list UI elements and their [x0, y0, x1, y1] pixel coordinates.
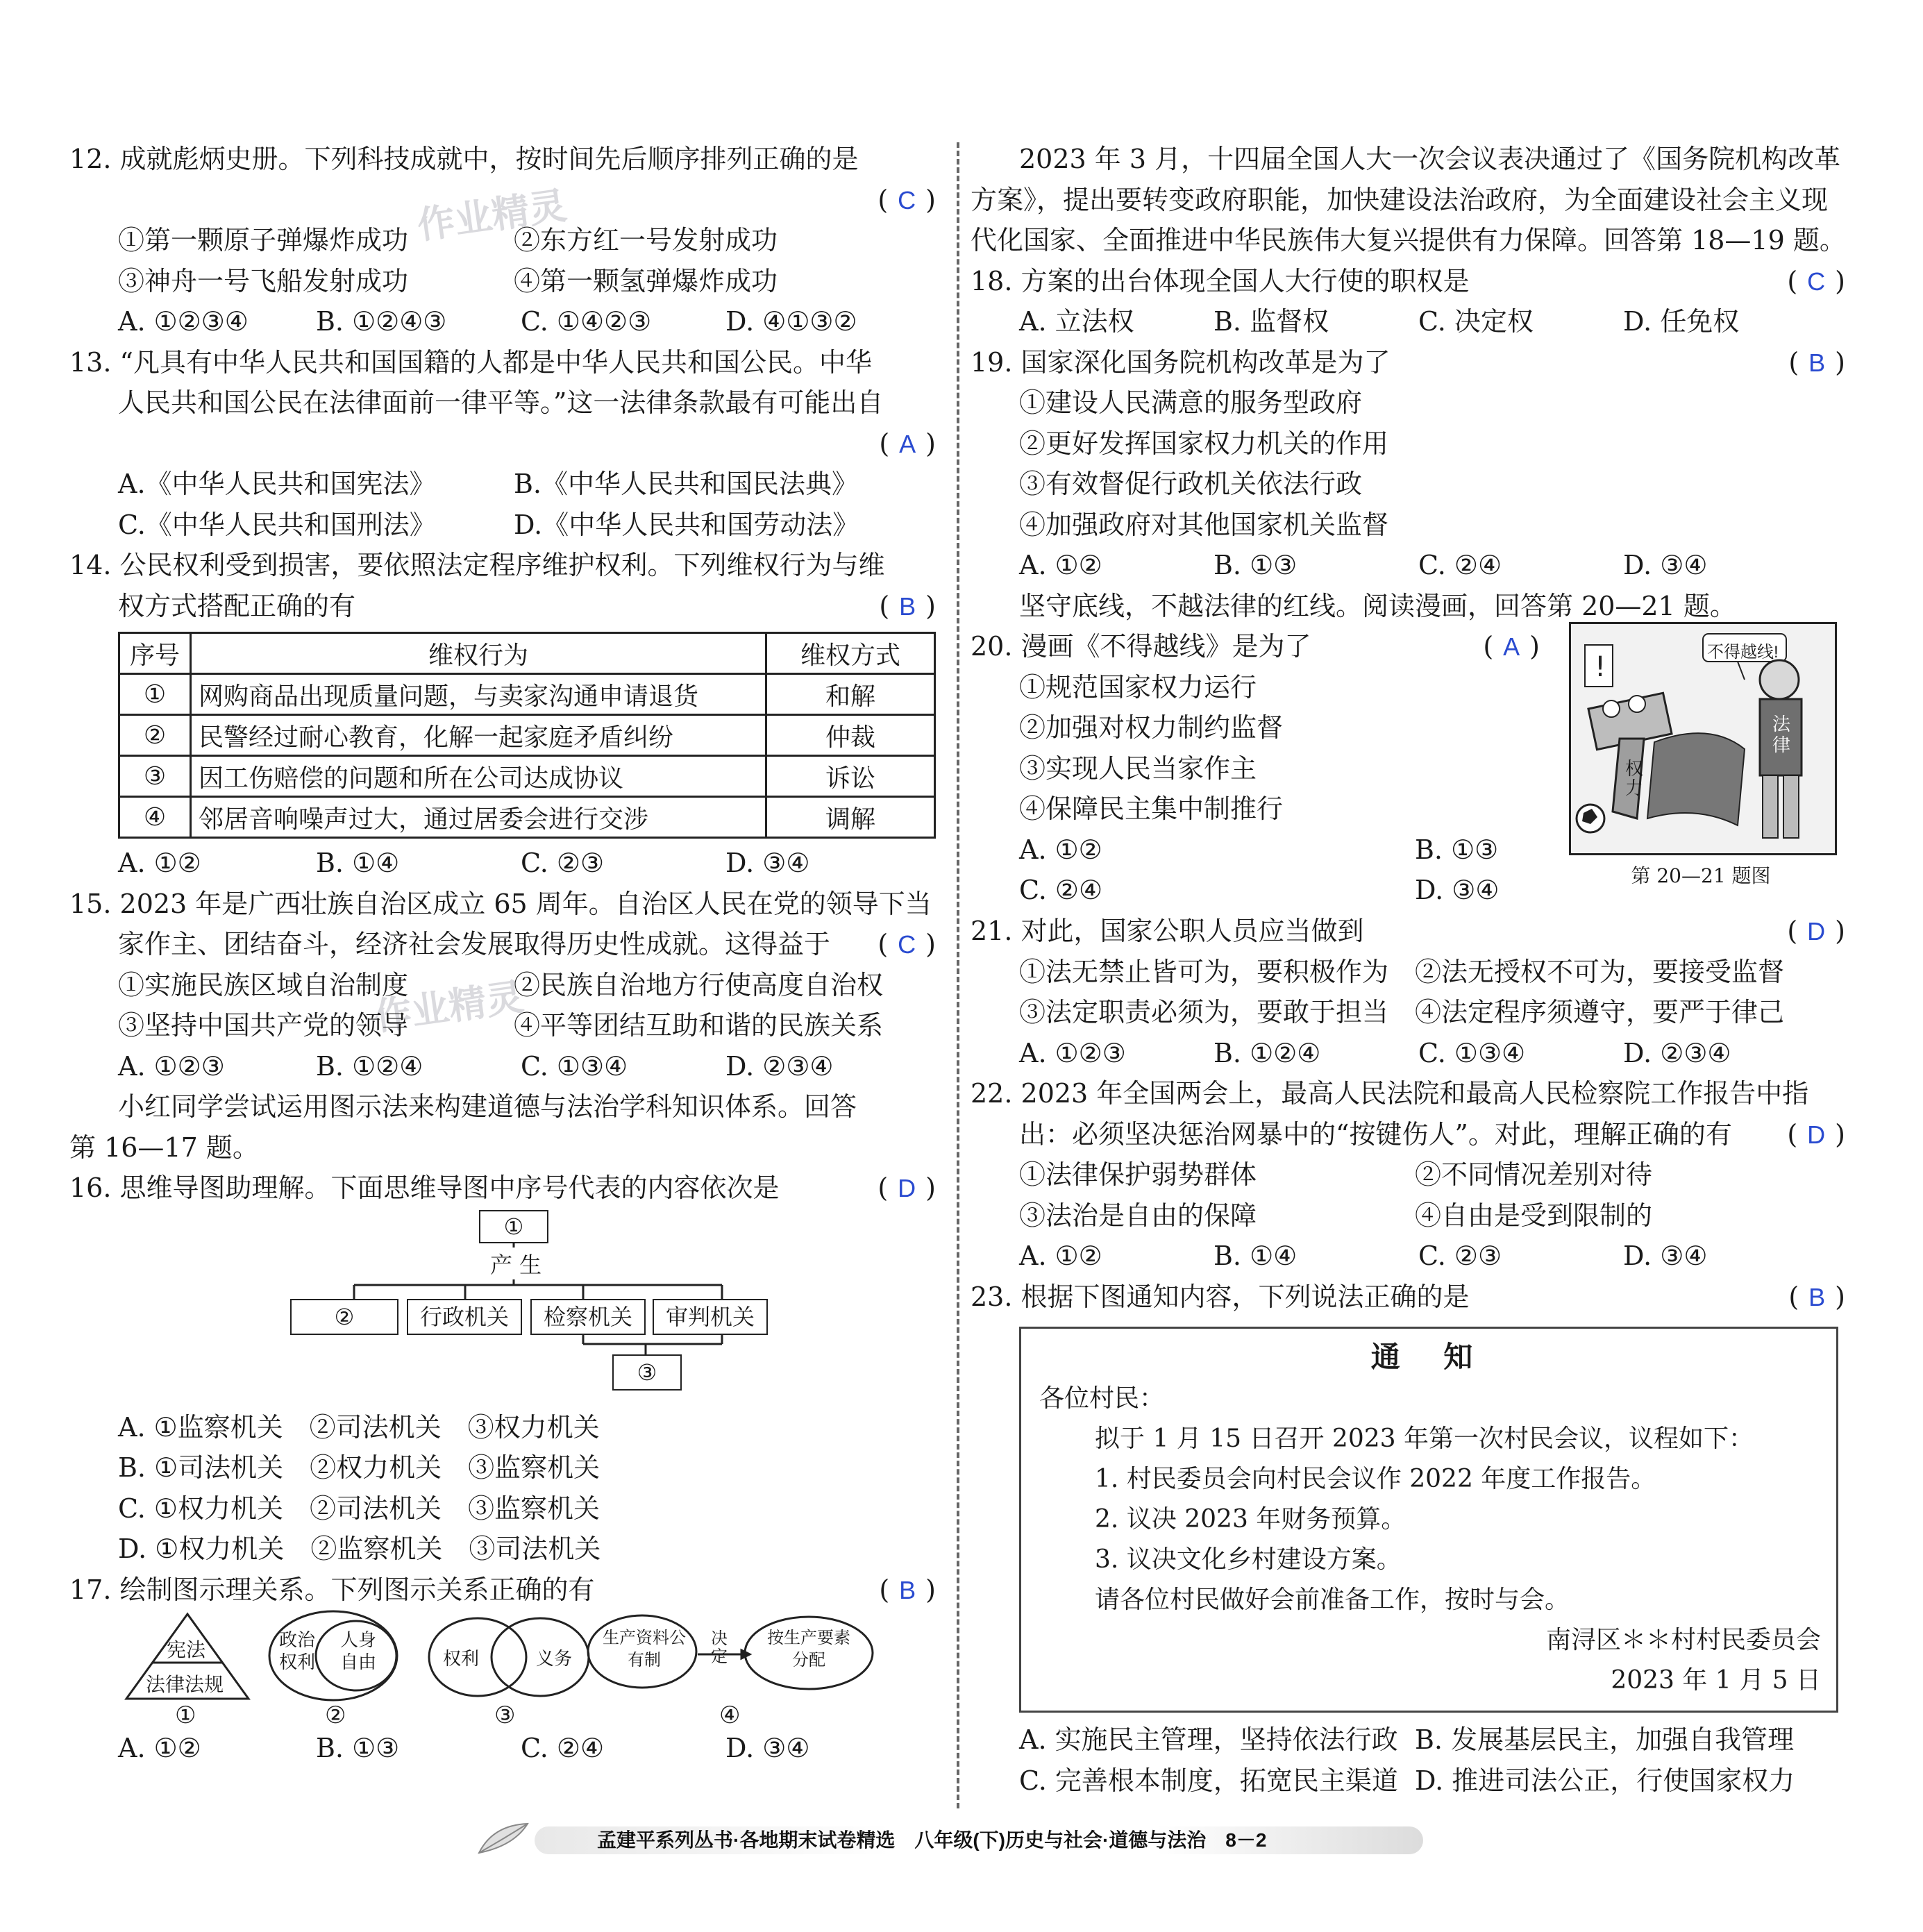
item: ①第一颗原子弹爆炸成功 — [118, 225, 409, 255]
notice-greeting: 各位村民： — [1039, 1384, 1165, 1413]
watermark: 作业精灵 — [414, 185, 569, 247]
option: A. ①②③ — [118, 1050, 225, 1082]
notice-title: 通 知 — [1370, 1340, 1490, 1374]
notice-box — [1019, 1327, 1838, 1713]
answer-mark: A — [899, 429, 916, 458]
option: C. ①④②③ — [521, 306, 652, 337]
page-footer — [472, 1822, 1423, 1857]
option: A. 实施民主管理，坚持依法行政 — [1019, 1724, 1398, 1755]
fig1-bottom-label: 法律法规 — [146, 1673, 224, 1696]
option: D. ③④ — [725, 1733, 810, 1763]
item: ④自由是受到限制的 — [1415, 1200, 1653, 1231]
fig3-left-label: 权利 — [443, 1649, 480, 1670]
item: ③法定职责必须为，要敢于担当 — [1019, 997, 1389, 1027]
option: B. ①司法机关 ②权力机关 ③监察机关 — [118, 1452, 601, 1483]
question-15: 15. 2023 年是广西壮族自治区成立 65 周年。自治区人民在党的领导下当 — [69, 888, 932, 919]
item: ①规范国家权力运行 — [1019, 671, 1257, 703]
item: ④法定程序须遵守，要严于律己 — [1415, 997, 1785, 1027]
answer-mark: D — [1807, 1120, 1826, 1149]
option: B. ①④ — [316, 848, 400, 878]
option: A. ①② — [118, 1733, 201, 1763]
fig4-arrow-label: 决定 — [711, 1629, 728, 1666]
option: C. ②④ — [1418, 550, 1502, 580]
fig4-left-label: 生产资料公有制 — [603, 1628, 686, 1670]
fig4-number: ④ — [719, 1702, 741, 1729]
question-20-block — [971, 626, 1845, 911]
item: ③实现人民当家作主 — [1019, 753, 1257, 784]
option: C. ②④ — [1019, 875, 1103, 905]
answer-mark: C — [1807, 267, 1826, 296]
item: ②民族自治地方行使高度自治权 — [514, 969, 884, 1000]
option: A. ①②③④ — [118, 306, 249, 337]
fig1-number: ① — [175, 1702, 196, 1729]
answer-mark: B — [1808, 1282, 1826, 1311]
comic-image — [1569, 622, 1837, 855]
option: C. ①权力机关 ②司法机关 ③监察机关 — [118, 1493, 600, 1524]
option: A. ①② — [1019, 550, 1102, 580]
mind-map-diagram — [69, 1209, 936, 1407]
notice-line: 请各位村民做好会前准备工作，按时与会。 — [1095, 1586, 1570, 1614]
item: ①法律保护弱势群体 — [1019, 1159, 1257, 1190]
item: ②加强对权力制约监督 — [1019, 712, 1284, 743]
option: D. ④①③② — [725, 306, 857, 337]
table-row: ② 民警经过耐心教育，化解一起家庭矛盾纠纷 仲裁 — [119, 715, 935, 756]
option: B. ①④ — [1214, 1241, 1298, 1271]
option: C. 决定权 — [1418, 306, 1534, 337]
notice-line: 3. 议决文化乡村建设方案。 — [1095, 1545, 1402, 1574]
table-row: ③ 因工伤赔偿的问题和所在公司达成协议 诉讼 — [119, 756, 935, 797]
svg-text:!: ! — [1595, 651, 1606, 683]
question-22: 22. 2023 年全国两会上，最高人民法院和最高人民检察院工作报告中指 — [971, 1078, 1809, 1109]
question-14: 14. 公民权利受到损害，要依照法定程序维护权利。下列维权行为与维 — [69, 550, 885, 580]
item: ④加强政府对其他国家机关监督 — [1019, 509, 1389, 540]
option: B. ①③ — [316, 1733, 400, 1763]
footer-text: 孟建平系列丛书·各地期末试卷精选 八年级(下)历史与社会·道德与法治 8－2 — [597, 1829, 1267, 1851]
right-column: 2023 年 3 月，十四届全国人大一次会议表决通过了《国务院机构改革 方案》，提出要转变政府职能，加快建设法治政府，为全面建设社会主义现 代化国家、全面推进中华民族伟大复兴提供有力保障。回答第 18—19 题。 18. 方案的出台体现全国人大行使的职权是 ( C ) A. 立法权 B. 监督权 C. 决定权 D. 任免权 19. 国家深化国务院机构改革是为了 ( B ) ①建设人民满意的服务型政府 ②更好发挥国家权力机关的作用 ③有效督促行政机关依法行政 ④加强政府对其他国家机关监督 A. ①② B. ①③ C. ②④ D. ③④ 坚守底线，不越法律的红线。阅读漫画，回答第 20—21 题。 20. 漫画《不得越线》是为了 ( A ) ①规范国家权力运行 ②加强对权力制约监督 ③实现人民当家作主 ④保障民主集中制推行 A. ①② B. ①③ C. ②④ D. ③④ ! 不得越线! 权力 法律 第 20—21 题图 21. 对此，国家公职人员应当做到 ( D ) ①法无禁止皆可为，要积极作为 ②法无授权不可为，要接受监督 ③法定职责必须为，要敢于担当 ④法定程序须遵守，要严于律己 A. ①②③ B. ①②④ C. ①③④ D. ②③④ 22. 2023 年全国两会上，最高人民法院和最高人民检察院工作报告中指 出：必须坚决惩治网暴中的“按键伤人”。对此，理解正确的有 ( D ) ①法律保护弱势群体 ②不同情况差别对待 ③法治是自由的保障 ④自由是受到限制的 A. ①② B. ①④ C. ②③ D. ③④ 23. 根据下图通知内容，下列说法正确的是 ( B ) 通 知 各位村民： 拟于 1 月 15 日召开 2023 年第一次村民会议，议程如下： 1. 村民委员会向村民会议作 2022 年度工作报告。 2. 议决 2023 年财务预算。 3. 议决文化乡村建设方案。 请各位村民做好会前准备工作，按时与会。 南浔区＊＊村村民委员会 2023 年 1 月 5 日 A. 实施民主管理，坚持依法行政 B. 发展基层民主，加强自我管理 C. 完善根本制度，拓宽民主渠道 D. 推进司法公正，行使国家权力 — [971, 139, 1845, 1801]
answer-mark: C — [898, 930, 916, 959]
option: B. ①②④ — [316, 1050, 423, 1082]
notice-date: 2023 年 1 月 5 日 — [1611, 1666, 1821, 1695]
item: ①法无禁止皆可为，要积极作为 — [1019, 956, 1389, 987]
table-row: ① 网购商品出现质量问题，与卖家沟通申请退货 和解 — [119, 674, 935, 715]
column-divider — [957, 142, 959, 1808]
fig2-outer-label: 政治权利 — [279, 1630, 316, 1673]
option: B. ①②④③ — [316, 306, 447, 337]
option: D. ③④ — [1623, 1241, 1708, 1271]
question-23: 23. 根据下图通知内容，下列说法正确的是 ( B ) — [971, 1281, 1845, 1312]
question-20: 20. 漫画《不得越线》是为了 ( A ) — [971, 631, 1540, 662]
option: C. 完善根本制度，拓宽民主渠道 — [1019, 1765, 1398, 1796]
table-row: ④ 邻居音响噪声过大，通过居委会进行交涉 调解 — [119, 797, 935, 838]
table-header: 序号 — [119, 633, 191, 674]
item: ③神舟一号飞船发射成功 — [118, 265, 409, 296]
option: D. ③④ — [725, 848, 810, 878]
item: ③法治是自由的保障 — [1019, 1200, 1257, 1231]
question-17: 17. 绘制图示理关系。下列图示关系正确的有 ( B ) — [69, 1574, 936, 1605]
question-19: 19. 国家深化国务院机构改革是为了 ( B ) — [971, 346, 1845, 378]
option: D. 推进司法公正，行使国家权力 — [1415, 1765, 1795, 1796]
option: D. ①权力机关 ②监察机关 ③司法机关 — [118, 1534, 601, 1564]
answer-mark: C — [898, 185, 916, 215]
option: A. ①② — [118, 848, 201, 878]
comic-caption: 第 20—21 题图 — [1631, 864, 1771, 887]
item: ④第一颗氢弹爆炸成功 — [514, 265, 778, 296]
answer-mark: B — [899, 1575, 916, 1604]
item: ④保障民主集中制推行 — [1019, 793, 1284, 824]
option: C. ②③ — [521, 848, 605, 878]
fig1-top-label: 宪法 — [167, 1638, 206, 1661]
option: D. ②③④ — [1623, 1037, 1731, 1068]
option: B. 监督权 — [1214, 306, 1329, 337]
item: ②法无授权不可为，要接受监督 — [1415, 956, 1785, 987]
fig4-right-label: 按生产要素分配 — [767, 1628, 850, 1670]
reading-intro: 小红同学尝试运用图示法来构建道德与法治学科知识体系。回答 — [118, 1091, 857, 1122]
notice-line: 1. 村民委员会向村民会议作 2022 年度工作报告。 — [1095, 1465, 1656, 1493]
option: D. ③④ — [1623, 550, 1708, 580]
option: A.《中华人民共和国宪法》 — [118, 469, 436, 499]
item: ②不同情况差别对待 — [1415, 1159, 1653, 1190]
comic-bubble-text: 不得越线! — [1707, 643, 1779, 662]
question-12: 12. 成就彪炳史册。下列科技成就中，按时间先后顺序排列正确的是 — [69, 144, 859, 174]
item: ②东方红一号发射成功 — [514, 225, 778, 255]
option: B. ①②④ — [1214, 1037, 1321, 1068]
answer-mark: D — [898, 1174, 916, 1202]
question-16: 16. 思维导图助理解。下面思维导图中序号代表的内容依次是 ( D ) — [69, 1173, 936, 1203]
node-court: 审判机关 — [653, 1299, 768, 1335]
item: ①建设人民满意的服务型政府 — [1019, 387, 1363, 418]
answer-mark: B — [899, 591, 916, 621]
answer-mark: B — [1808, 348, 1826, 377]
item: ③坚持中国共产党的领导 — [118, 1010, 409, 1041]
comic-law-label: 法律 — [1772, 714, 1791, 756]
reading-intro: 坚守底线，不越法律的红线。阅读漫画，回答第 20—21 题。 — [1019, 590, 1736, 621]
option: A. ①② — [1019, 1241, 1102, 1271]
item: ④平等团结互助和谐的民族关系 — [514, 1010, 884, 1041]
option: C. ②④ — [521, 1733, 605, 1763]
node-2: ② — [290, 1299, 398, 1335]
answer-mark: D — [1807, 917, 1826, 946]
node-produce-label: 产 生 — [486, 1248, 546, 1279]
table-header: 维权行为 — [191, 633, 766, 674]
fig3-number: ③ — [494, 1702, 516, 1729]
reading-intro: 2023 年 3 月，十四届全国人大一次会议表决通过了《国务院机构改革 — [1019, 144, 1841, 174]
option: A. ①② — [1019, 834, 1102, 865]
rights-table — [118, 632, 936, 839]
answer-mark: A — [1503, 632, 1520, 661]
left-column: 12. 成就彪炳史册。下列科技成就中，按时间先后顺序排列正确的是 ( C ) ①第一颗原子弹爆炸成功 ②东方红一号发射成功 ③神舟一号飞船发射成功 ④第一颗氢弹爆炸成功 A. ①②③④ B. ①②④③ C. ①④②③ D. ④①③② 13. “凡具有中华人民共和国国籍的人都是中华人民共和国公民。中华 人民共和国公民在法律面前一律平等。”这一法律条款最有可能出自 ( A ) A.《中华人民共和国宪法》 B.《中华人民共和国民法典》 C.《中华人民共和国刑法》 D.《中华人民共和国劳动法》 14. 公民权利受到损害，要依照法定程序维护权利。下列维权行为与维 权方式搭配正确的有 ( B ) 序号 维权行为 维权方式 ① 网购商品出现质量问题，与卖家沟通申请退货 和解 ② 民警经过耐心教育，化解一起家庭矛盾纠纷 仲裁 ③ 因工伤赔偿的问题和所在公司达成协议 诉讼 ④ 邻居音响噪声过大，通过居委会进行交涉 调解 A. ①② B. ①④ C. ②③ D. ③④ 15. 2023 年是广西壮族自治区成立 65 周年。自治区人民在党的领导下当 家作主、团结奋斗，经济社会发展取得历史性成就。这得益于 ( C ) ①实施民族区域自治制度 ②民族自治地方行使高度自治权 ③坚持中国共产党的领导 ④平等团结互助和谐的民族关系 A. ①②③ B. ①②④ C. ①③④ D. ②③④ 小红同学尝试运用图示法来构建道德与法治学科知识体系。回答 第 16—17 题。 16. 思维导图助理解。下面思维导图中序号代表的内容依次是 ( D ) ① 产 生 ② 行政机关 检察机关 审判机关 ③ A. ①监察机关 ②司法机关 ③权力机关 B. ①司法机关 ②权力机关 ③监察机关 C. ①权力机关 ②司法机关 ③监察机关 D. ①权力机关 ②监察机关 ③司法机关 17. 绘制图示理关系。下列图示关系正确的有 ( B ) 宪法 法律法规 政治权利 人身自由 权利 义务 生产资料公有制 决定 按生产要素分配 ① ② ③ ④ A. ①② B. ①③ C. ②④ D. ③④ — [69, 139, 936, 1769]
option: C.《中华人民共和国刑法》 — [118, 509, 436, 540]
option: C. ②③ — [1418, 1241, 1502, 1271]
option: D. ③④ — [1415, 875, 1500, 905]
fig2-number: ② — [325, 1702, 346, 1729]
item: ②更好发挥国家权力机关的作用 — [1019, 428, 1389, 459]
question-18: 18. 方案的出台体现全国人大行使的职权是 ( C ) — [971, 265, 1845, 296]
option: D. 任免权 — [1623, 306, 1740, 337]
node-3: ③ — [612, 1354, 682, 1391]
question-13: 13. “凡具有中华人民共和国国籍的人都是中华人民共和国公民。中华 — [69, 346, 872, 378]
option: B. ①③ — [1214, 550, 1298, 580]
watermark: 作业精灵 — [371, 976, 526, 1039]
option: C. ①③④ — [1418, 1037, 1526, 1068]
option: D.《中华人民共和国劳动法》 — [514, 509, 859, 540]
node-1: ① — [479, 1210, 548, 1243]
node-executive: 行政机关 — [407, 1299, 522, 1335]
table-header-row — [119, 633, 935, 674]
option: B. 发展基层民主，加强自我管理 — [1415, 1724, 1795, 1755]
relation-figures — [69, 1610, 936, 1728]
notice-line: 2. 议决 2023 年财务预算。 — [1095, 1505, 1406, 1534]
fig3-right-label: 义务 — [536, 1649, 573, 1670]
node-procuratorate: 检察机关 — [530, 1299, 646, 1335]
item: ③有效督促行政机关依法行政 — [1019, 469, 1363, 499]
leaf-icon — [472, 1818, 535, 1860]
notice-line: 拟于 1 月 15 日召开 2023 年第一次村民会议，议程如下： — [1095, 1425, 1754, 1453]
option: B.《中华人民共和国民法典》 — [514, 469, 859, 499]
option: D. ②③④ — [725, 1050, 834, 1082]
option: A. ①②③ — [1019, 1037, 1126, 1068]
option: B. ①③ — [1415, 834, 1499, 865]
answer-line: ( C ) — [877, 184, 936, 215]
comic-power-label: 权力 — [1625, 759, 1644, 799]
fig2-inner-label: 人身自由 — [340, 1630, 377, 1673]
notice-signer: 南浔区＊＊村村民委员会 — [1545, 1626, 1821, 1654]
question-21: 21. 对此，国家公职人员应当做到 ( D ) — [971, 916, 1845, 946]
option: A. ①监察机关 ②司法机关 ③权力机关 — [118, 1411, 600, 1443]
option: C. ①③④ — [521, 1050, 628, 1082]
option: A. 立法权 — [1019, 306, 1134, 337]
table-header: 维权方式 — [766, 633, 935, 674]
item: ①实施民族区域自治制度 — [118, 969, 409, 1000]
